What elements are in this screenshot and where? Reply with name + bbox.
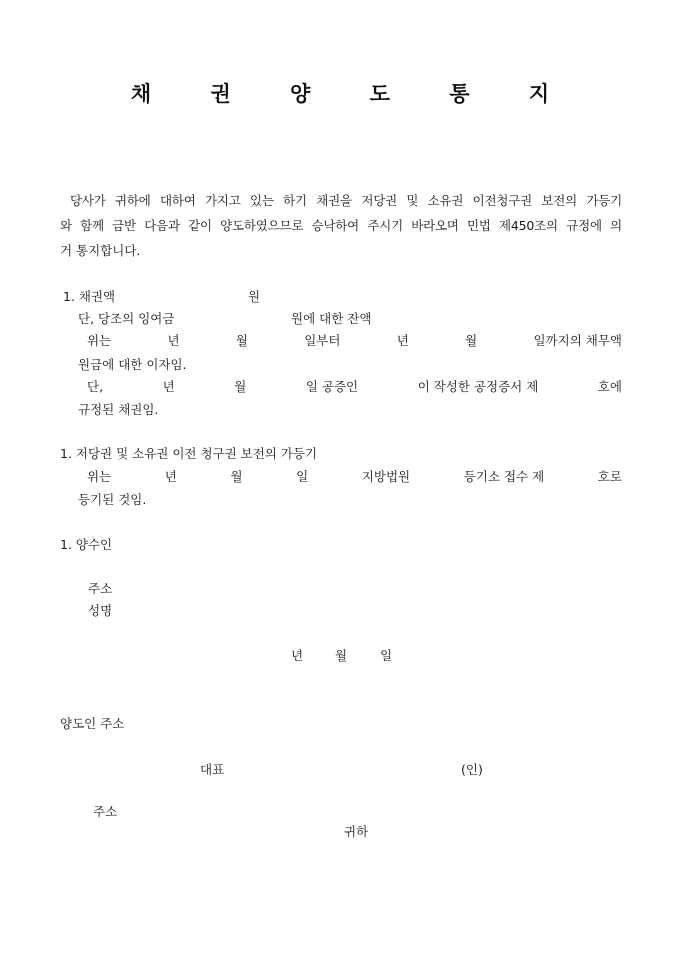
registry-end: 등기된 것임. [78, 492, 147, 507]
notary-year: 년 [162, 379, 175, 394]
registry-court: 지방법원 [361, 469, 411, 484]
assignee-name-label: 성명 [88, 603, 113, 618]
period-wi: 위는 [87, 333, 112, 348]
registry-ho: 호로 [597, 469, 622, 484]
registry-wi: 위는 [87, 469, 112, 484]
surplus-suffix: 원에 대한 잔액 [291, 311, 372, 326]
assignor-rep-label: 대표 [200, 762, 225, 777]
notary-day: 일 공증인 [305, 379, 359, 394]
mortgage-heading: 1. 저당권 및 소유권 이전 청구권 보전의 가등기 [60, 446, 318, 461]
recipient-honorific: 귀하 [344, 824, 369, 839]
registry-day: 일 [296, 469, 309, 484]
intro-line-2: 와 함께 금반 다음과 같이 양도하였으므로 승낙하여 주시기 바라오며 민법 제450조의 규정에 의 [60, 218, 622, 233]
assignee-address-label: 주소 [88, 581, 113, 596]
recipient-address-label: 주소 [93, 804, 118, 819]
seal-mark: (인) [461, 762, 483, 777]
notary-deed: 이 작성한 공정증서 제 [417, 379, 539, 394]
period-month-2: 월 [465, 333, 478, 348]
date-day: 일 [380, 648, 393, 663]
notary-ho: 호에 [597, 379, 622, 394]
registry-receipt: 등기소 접수 제 [463, 469, 545, 484]
notary-month: 월 [234, 379, 247, 394]
period-year-2: 년 [396, 333, 409, 348]
notary-dan: 단, [87, 379, 104, 394]
intro-line-3: 거 통지합니다. [60, 243, 141, 258]
surplus-prefix: 단, 당조의 잉여금 [78, 311, 175, 326]
intro-line-1: 당사가 귀하에 대하여 가지고 있는 하기 채권을 저당권 및 소유권 이전청구권 보전의 가등기 [70, 193, 622, 208]
registry-row [87, 467, 622, 485]
interest-line: 원금에 대한 이자임. [78, 357, 187, 372]
claim-amount-heading: 1. 채권액 [63, 289, 116, 304]
date-year: 년 [291, 648, 304, 663]
registry-month: 월 [230, 469, 243, 484]
assignee-heading: 1. 양수인 [60, 537, 113, 552]
period-month-1: 월 [235, 333, 248, 348]
notary-end: 규정된 채권임. [78, 402, 159, 417]
assignor-address-label: 양도인 주소 [60, 716, 125, 731]
period-row [87, 331, 622, 349]
period-from: 일부터 [304, 333, 341, 348]
claim-amount-won: 원 [248, 289, 261, 304]
document-title: 채 권 양 도 통 지 [130, 81, 576, 106]
registry-year: 년 [164, 469, 177, 484]
notary-row [87, 377, 622, 395]
period-year-1: 년 [167, 333, 180, 348]
period-until: 일까지의 채무액 [533, 333, 622, 348]
date-month: 월 [335, 648, 348, 663]
